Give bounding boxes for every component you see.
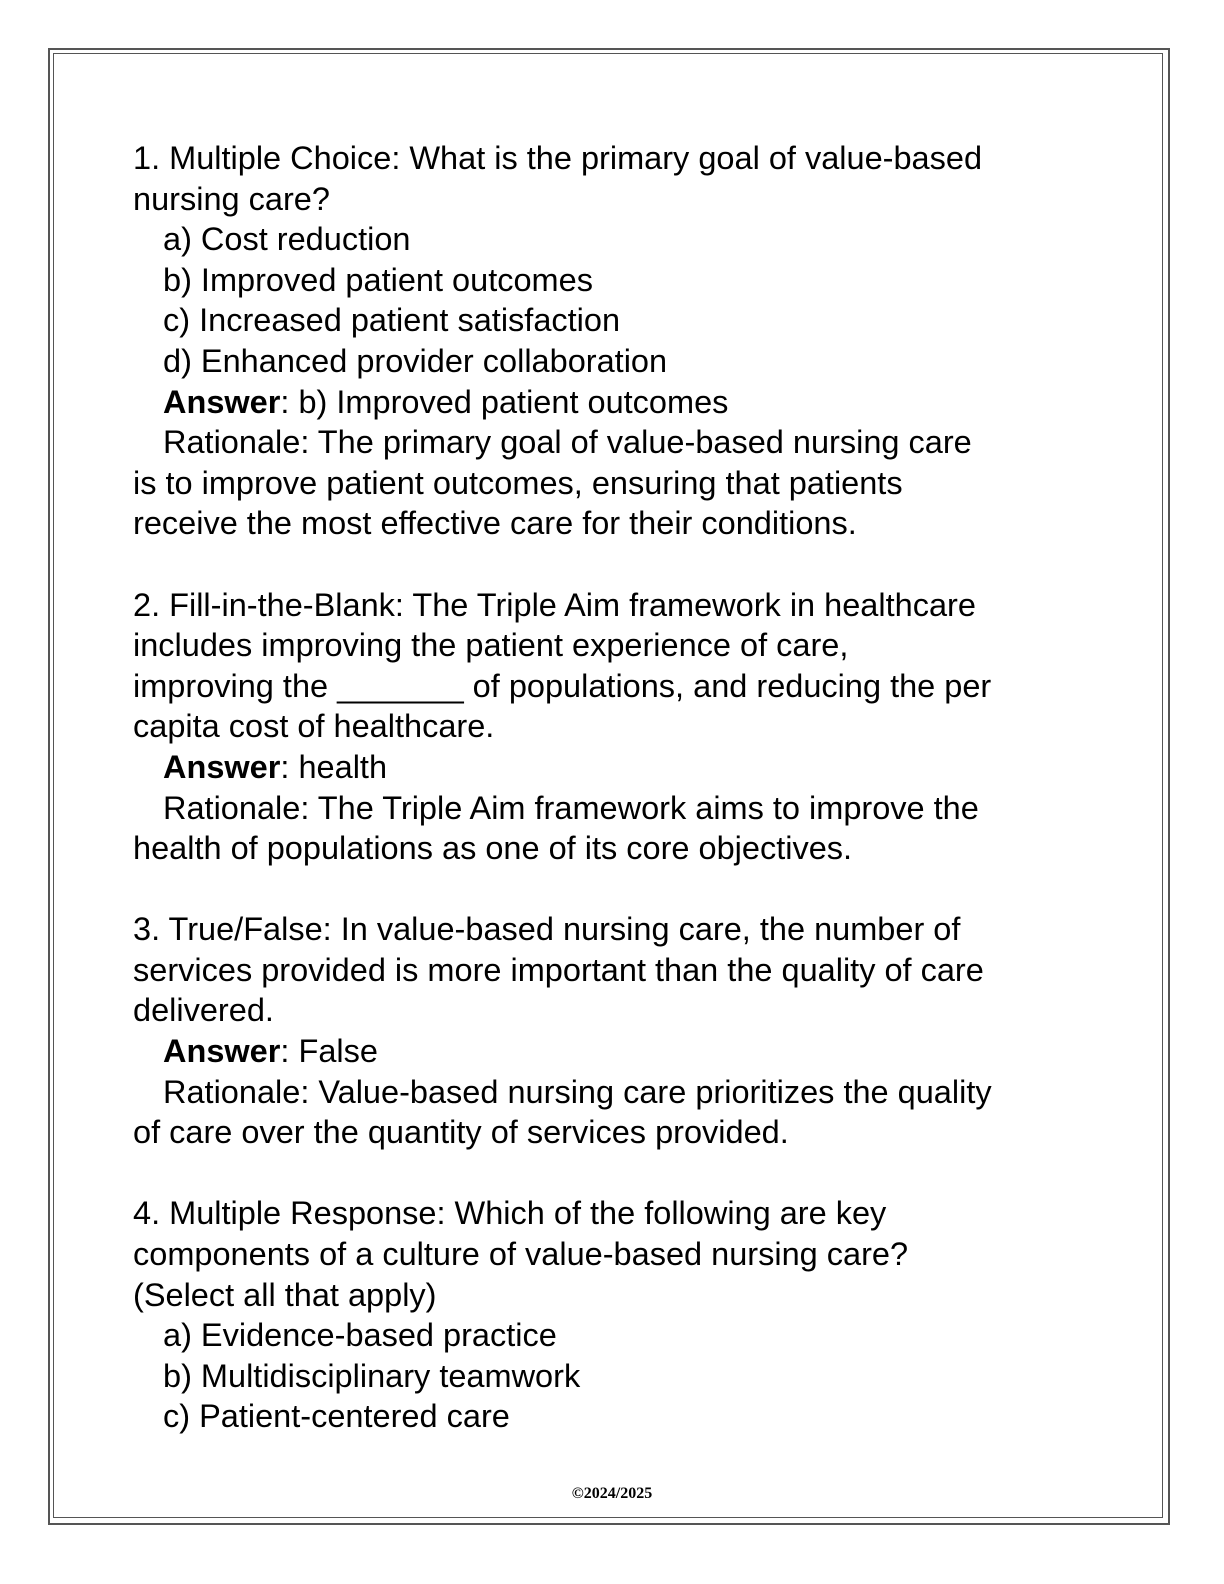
rationale-text: Rationale: The primary goal of value-based nursing care [163, 424, 972, 461]
answer-option: d) Enhanced provider collaboration [163, 342, 668, 379]
answer-option: b) Multidisciplinary teamwork [163, 1357, 581, 1394]
answer-label: Answer [163, 748, 281, 785]
answer-label: Answer [163, 383, 281, 420]
answer-label: Answer [163, 1033, 281, 1070]
question-stem: (Select all that apply) [133, 1276, 437, 1313]
answer-line [133, 747, 1093, 788]
question-stem: 2. Fill-in-the-Blank: The Triple Aim framework in healthcare [133, 586, 976, 623]
answer-line [133, 1031, 1093, 1072]
question-1 [133, 138, 1093, 544]
answer-option: b) Improved patient outcomes [163, 261, 593, 298]
answer-option: a) Cost reduction [163, 221, 411, 258]
answer-value: : health [280, 748, 388, 785]
question-stem: 4. Multiple Response: Which of the following are key [133, 1195, 887, 1232]
rationale-text: is to improve patient outcomes, ensuring that patients [133, 464, 903, 501]
question-stem: capita cost of healthcare. [133, 708, 495, 745]
rationale-text: Rationale: The Triple Aim framework aims to improve the [163, 789, 979, 826]
question-stem: 3. True/False: In value-based nursing care, the number of [133, 911, 961, 948]
question-3 [133, 909, 1093, 1153]
question-2 [133, 585, 1093, 869]
question-stem: delivered. [133, 992, 274, 1029]
answer-option: a) Evidence-based practice [163, 1317, 557, 1354]
question-4 [133, 1193, 1093, 1437]
answer-value: : b) Improved patient outcomes [280, 383, 729, 420]
answer-value: : False [280, 1033, 378, 1070]
question-stem: improving the _______ of populations, and reducing the per [133, 667, 992, 704]
question-stem: nursing care? [133, 180, 330, 217]
question-list [133, 138, 1093, 1478]
question-stem: components of a culture of value-based nursing care? [133, 1236, 909, 1273]
answer-option: c) Increased patient satisfaction [163, 302, 621, 339]
answer-line [133, 382, 1093, 423]
question-stem: includes improving the patient experience of care, [133, 627, 849, 664]
rationale-text: receive the most effective care for their conditions. [133, 505, 857, 542]
question-stem: 1. Multiple Choice: What is the primary goal of value-based [133, 140, 983, 176]
question-stem: services provided is more important than the quality of care [133, 951, 984, 988]
rationale-text: of care over the quantity of services provided. [133, 1114, 789, 1151]
rationale-text: health of populations as one of its core objectives. [133, 830, 853, 867]
rationale-text: Rationale: Value-based nursing care prioritizes the quality [163, 1073, 992, 1110]
answer-option: c) Patient-centered care [163, 1398, 510, 1435]
copyright-footer: ©2024/2025 [571, 1485, 653, 1502]
